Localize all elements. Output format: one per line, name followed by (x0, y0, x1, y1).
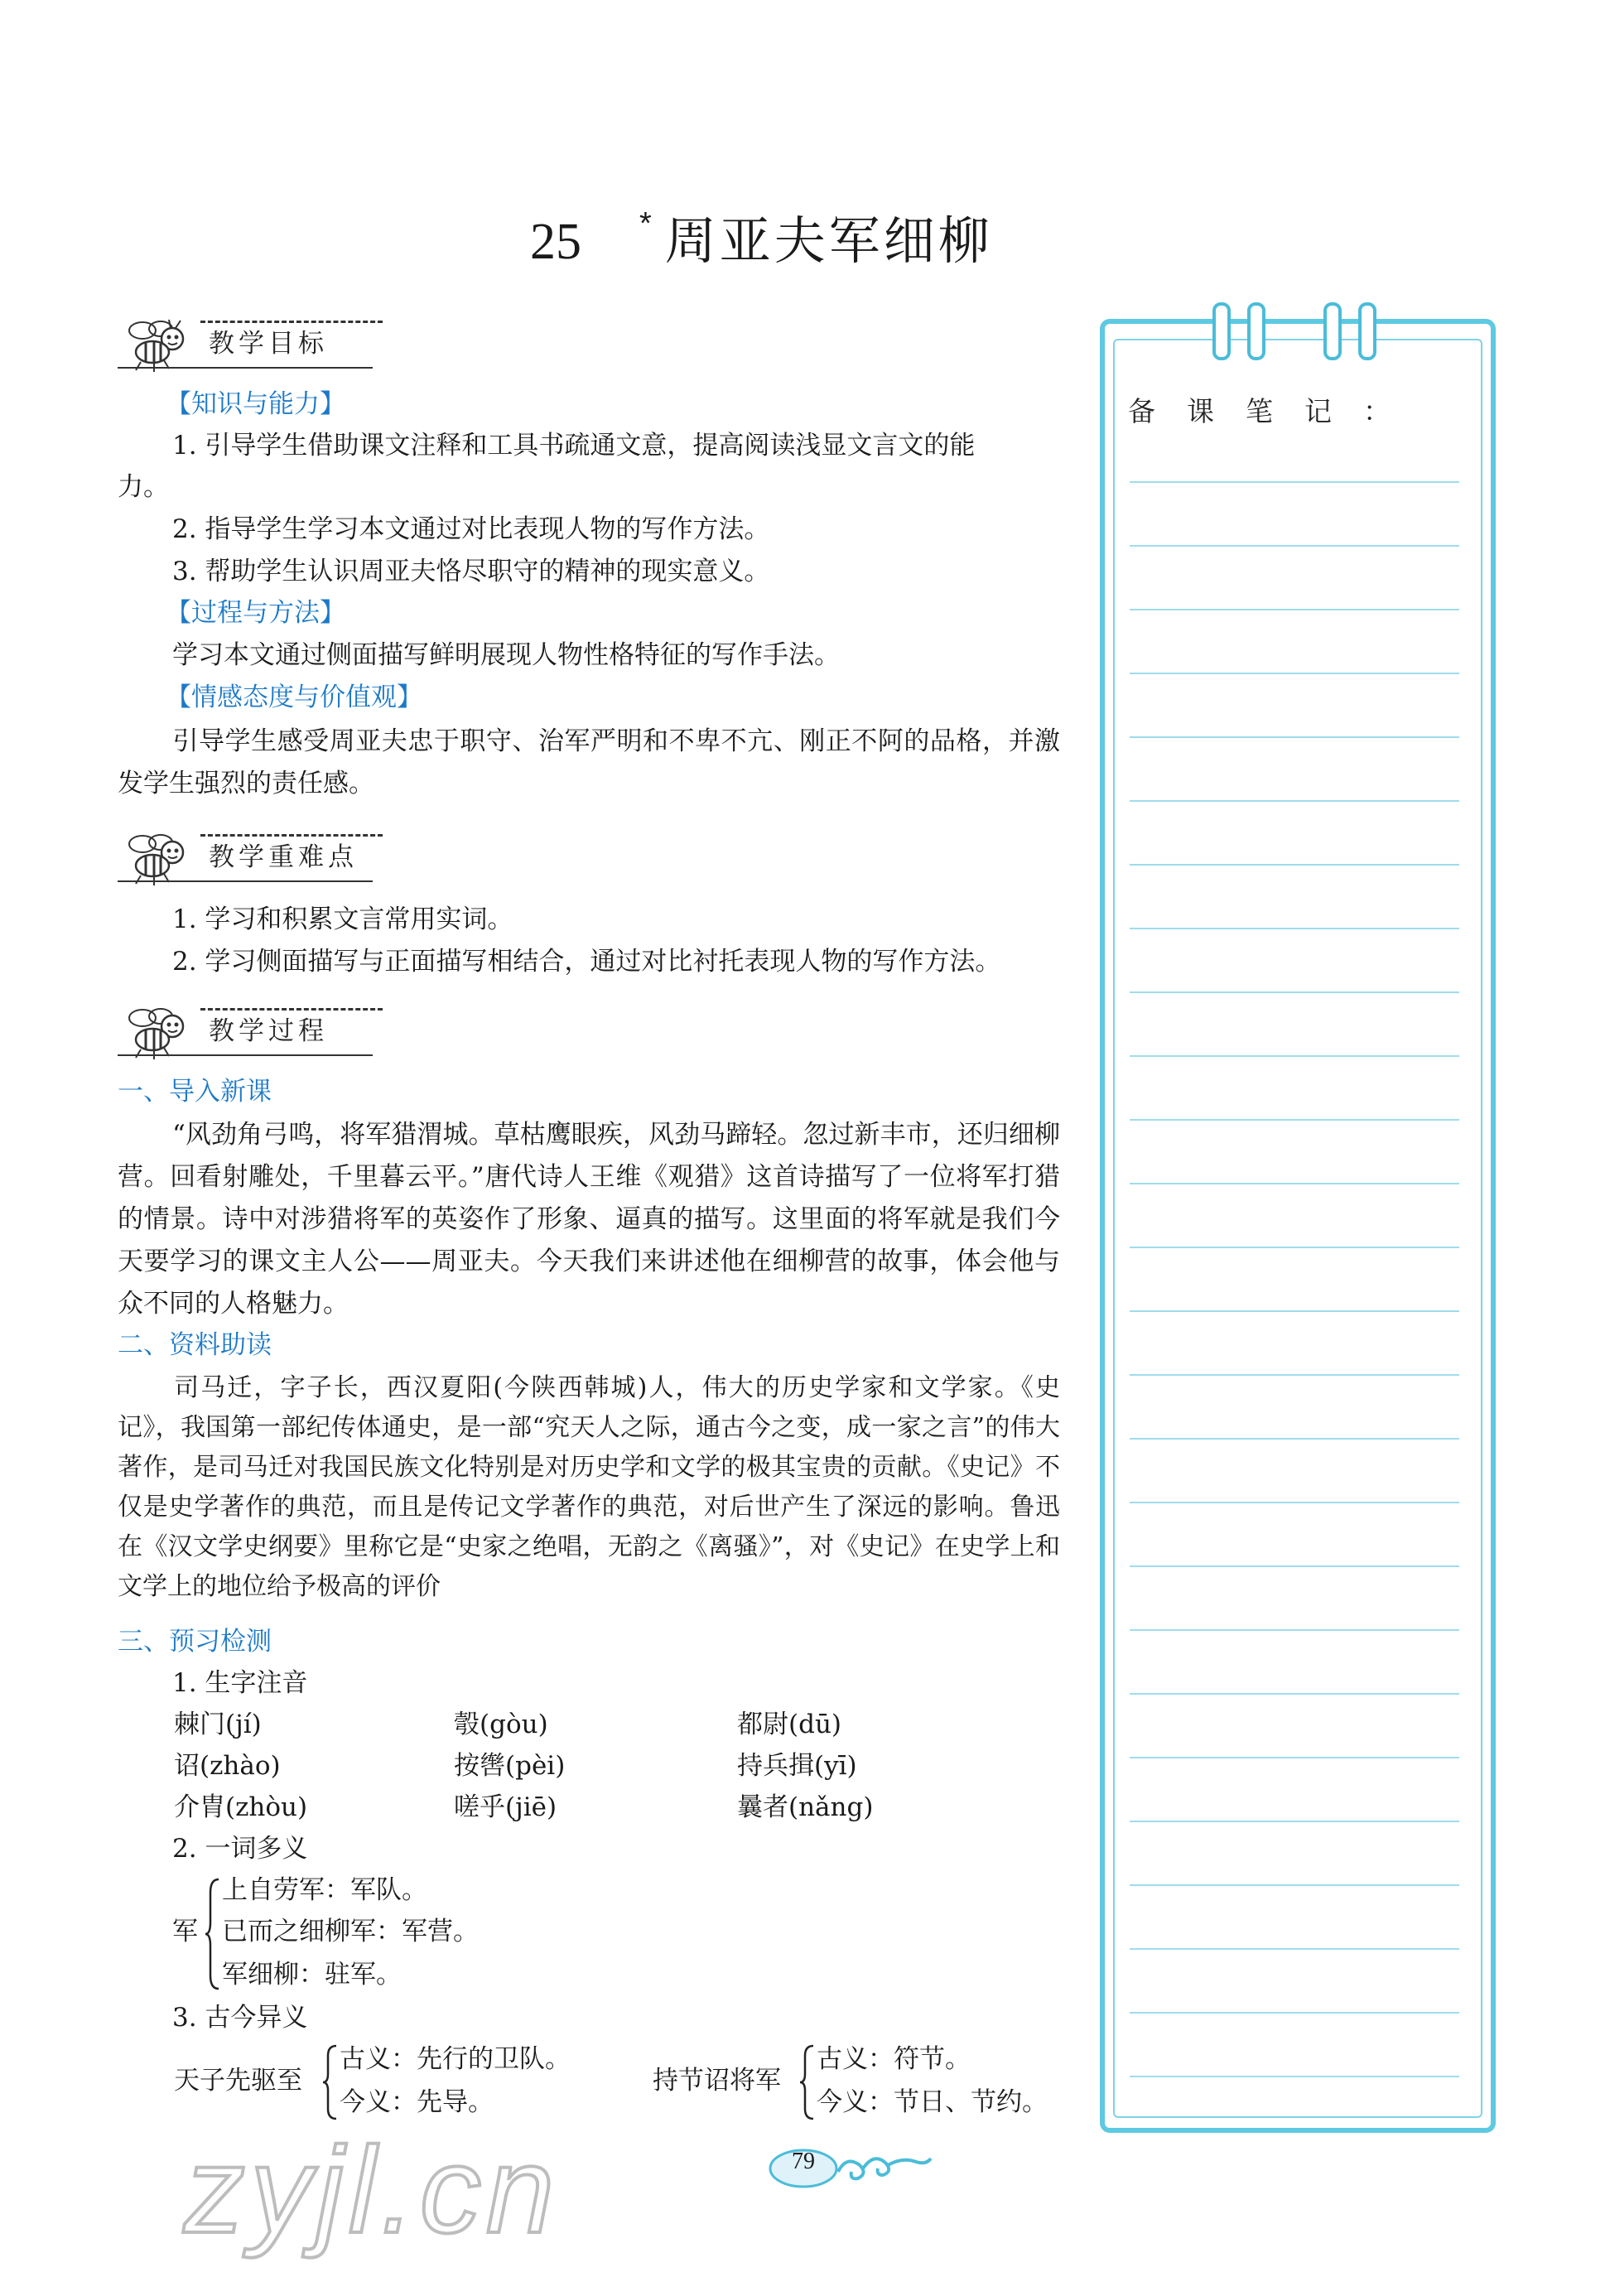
pinyin-item: 按辔(pèi) (454, 1751, 566, 1781)
polysemy-item: 已而之细柳军：军营。 (222, 1917, 479, 1946)
subhead-knowledge: 【知识与能力】 (166, 389, 345, 419)
header-dash (200, 1008, 383, 1011)
goal-item-2: 2. 指导学生学习本文通过对比表现人物的写作方法。 (172, 514, 770, 544)
note-line (1130, 1757, 1459, 1758)
note-line (1130, 1629, 1459, 1631)
section-header-key-points (118, 832, 383, 890)
header-line (118, 880, 373, 882)
lesson-number: 25 (530, 214, 581, 270)
header-dash (200, 834, 383, 837)
note-line (1130, 1183, 1459, 1184)
subhead-preview: 三、预习检测 (118, 1627, 272, 1657)
pinyin-item: 棘门(jí) (174, 1710, 262, 1739)
pinyin-head: 1. 生字注音 (172, 1668, 308, 1698)
note-line (1130, 1565, 1459, 1567)
note-line (1130, 609, 1459, 610)
note-line (1130, 1055, 1459, 1057)
brace-icon (205, 1876, 222, 1992)
notes-title: 备课笔记： (1128, 395, 1422, 427)
swirl-icon (754, 2144, 936, 2193)
section-label: 教学重难点 (209, 842, 358, 872)
header-dash (200, 321, 383, 323)
note-line (1130, 1247, 1459, 1248)
note-line (1130, 928, 1459, 929)
note-line (1130, 864, 1459, 866)
polysemy-head: 2. 一词多义 (172, 1834, 308, 1864)
header-line (118, 1054, 373, 1056)
note-line (1130, 2076, 1459, 2077)
ancient-left-item: 今义：先导。 (340, 2087, 494, 2117)
ancient-left-item: 古义：先行的卫队。 (340, 2044, 571, 2074)
note-line (1130, 800, 1459, 802)
subhead-intro: 一、导入新课 (118, 1077, 272, 1107)
ancient-right-item: 今义：节日、节约。 (817, 2087, 1048, 2117)
note-line (1130, 1821, 1459, 1822)
material-paragraph (118, 1368, 1060, 1607)
note-line (1130, 1502, 1459, 1503)
lesson-name: 周亚夫军细柳 (664, 210, 993, 271)
note-line (1130, 1310, 1459, 1312)
ring-icon (1358, 302, 1376, 360)
goal-item-1-cont: 力。 (118, 472, 169, 502)
goal-item-1: 1. 引导学生借助课文注释和工具书疏通文意，提高阅读浅显文言文的能 (172, 431, 976, 461)
page-number: 79 (792, 2149, 815, 2174)
goal-method: 学习本文通过侧面描写鲜明展现人物性格特征的写作手法。 (172, 640, 840, 670)
pinyin-item: 嗟乎(jiē) (454, 1792, 557, 1822)
section-header-goals (118, 319, 383, 377)
ancient-head: 3. 古今异义 (172, 2003, 308, 2033)
goal-emotion (118, 721, 1060, 805)
note-line (1130, 1438, 1459, 1440)
material-text: 司马迁，字子长，西汉夏阳(今陕西韩城)人，伟大的历史学家和文学家。《史记》，我国第一部纪传体通史，是一部“究天人之际，通古今之变，成一家之言”的伟大著作，是司马迁对我国民族文化特别是对历史学和文学的极其宝贵的贡献。《史记》不仅是史学著作的典范，而且是传记文学著作的典范，对后世产生了深远的影响。鲁迅在《汉文学史纲要》里称它是“史家之绝唱，无韵之《离骚》”，对《史记》在史学上和文学上的地位给予极高的评价 (118, 1373, 1060, 1601)
ancient-right-item: 古义：符节。 (817, 2044, 971, 2074)
polysemy-item: 上自劳军：军队。 (222, 1875, 427, 1905)
note-line (1130, 736, 1459, 738)
page-number-badge (754, 2144, 936, 2193)
polysemy-item: 军细柳：驻军。 (222, 1960, 402, 1990)
intro-text: “风劲角弓鸣，将军猎渭城。草枯鹰眼疾，风劲马蹄轻。忽过新丰市，还归细柳营。回看射雕处，千里暮云平。”唐代诗人王维《观猎》这首诗描写了一位将军打猎的情景。诗中对涉猎将军的英姿作了形象、逼真的描写。这里面的将军就是我们今天要学习的课文主人公——周亚夫。今天我们来讲述他在细柳营的故事，体会他与众不同的人格魅力。 (118, 1120, 1060, 1319)
lesson-star: * (639, 206, 652, 241)
subhead-material: 二、资料助读 (118, 1330, 272, 1360)
section-header-process (118, 1006, 383, 1064)
lesson-title (530, 186, 1110, 271)
ancient-right-word: 持节诏将军 (653, 2066, 781, 2096)
section-label: 教学过程 (209, 1016, 328, 1046)
key-point-2: 2. 学习侧面描写与正面描写相结合，通过对比衬托表现人物的写作方法。 (172, 947, 1001, 977)
note-line (1130, 991, 1459, 993)
key-point-1: 1. 学习和积累文言常用实词。 (172, 904, 513, 934)
note-line (1130, 545, 1459, 547)
pinyin-item: 介胄(zhòu) (174, 1792, 308, 1822)
intro-paragraph (118, 1114, 1060, 1325)
header-line (118, 367, 373, 369)
ring-icon (1212, 302, 1231, 360)
pinyin-item: 持兵揖(yī) (737, 1751, 857, 1781)
section-label: 教学目标 (209, 329, 328, 359)
notebook-inner-border (1113, 339, 1482, 2118)
note-line (1130, 673, 1459, 674)
note-line (1130, 1374, 1459, 1376)
pinyin-item: 曩者(nǎng) (737, 1792, 874, 1822)
polysemy-word: 军 (172, 1917, 198, 1946)
note-line (1130, 481, 1459, 483)
note-line (1130, 1693, 1459, 1695)
note-line (1130, 1948, 1459, 1950)
notes-notebook (1100, 319, 1496, 2133)
ring-icon (1323, 302, 1342, 360)
subhead-method: 【过程与方法】 (166, 598, 345, 628)
goal-item-3: 3. 帮助学生认识周亚夫恪尽职守的精神的现实意义。 (172, 557, 770, 586)
pinyin-item: 诏(zhào) (174, 1751, 281, 1781)
ring-icon (1247, 302, 1265, 360)
note-line (1130, 2012, 1459, 2014)
ancient-left-word: 天子先驱至 (174, 2066, 302, 2096)
note-line (1130, 1119, 1459, 1121)
watermark: zyjl.cn (184, 2122, 560, 2259)
pinyin-item: 都尉(dū) (737, 1710, 841, 1739)
brace-icon (323, 2043, 340, 2122)
pinyin-item: 彀(gòu) (454, 1710, 548, 1739)
note-line (1130, 1884, 1459, 1886)
goal-emotion-text: 引导学生感受周亚夫忠于职守、治军严明和不卑不亢、刚正不阿的品格，并激发学生强烈的责任感。 (118, 726, 1060, 798)
brace-icon (800, 2043, 817, 2122)
subhead-emotion: 【情感态度与价值观】 (166, 683, 422, 712)
